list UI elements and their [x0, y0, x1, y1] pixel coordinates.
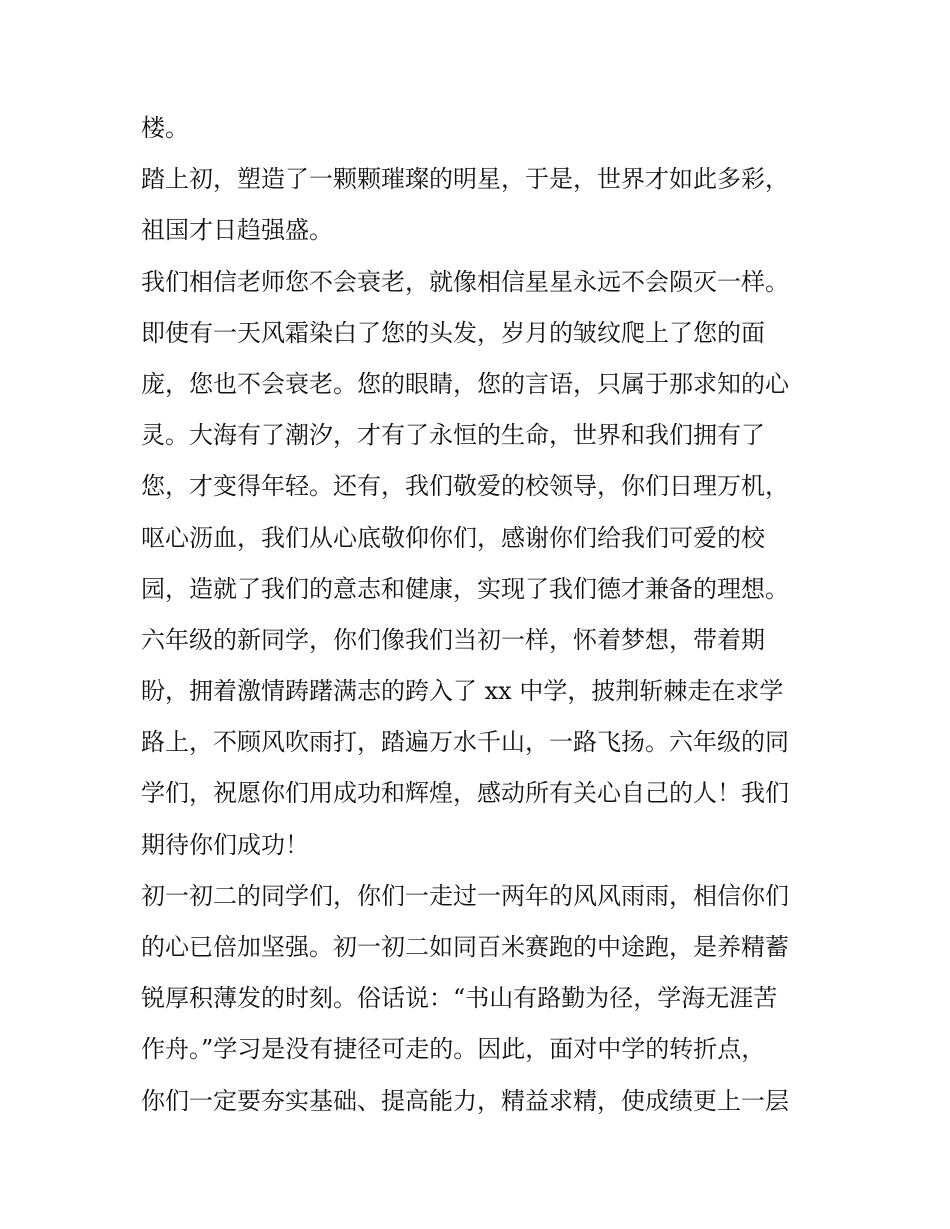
- text-line: 我们相信老师您不会衰老，就像相信星星永远不会陨灭一样。: [141, 267, 789, 296]
- body-text: [141, 103, 821, 1127]
- text-line: 锐厚积薄发的时刻。俗话说：“书山有路勤为径，学海无涯苦: [141, 984, 778, 1013]
- text-line: 学们，祝愿你们用成功和辉煌，感动所有关心自己的人！我们: [141, 779, 789, 808]
- text-line: 的心已倍加坚强。初一初二如同百米赛跑的中途跑，是养精蓄: [141, 933, 789, 961]
- text-line: 踏上初，塑造了一颗颗璀璨的明星，于是，世界才如此多彩，: [141, 165, 789, 194]
- text-line: 作舟。”学习是没有捷径可走的。因此，面对中学的转折点，: [141, 1035, 766, 1064]
- text-line: 园，造就了我们的意志和健康，实现了我们德才兼备的理想。: [141, 574, 789, 603]
- text-line: 期待你们成功！: [141, 830, 309, 859]
- text-line: 灵。大海有了潮汐，才有了永恒的生命，世界和我们拥有了: [141, 421, 765, 450]
- text-line: 路上，不顾风吹雨打，踏遍万水千山，一路飞扬。六年级的同: [141, 728, 789, 757]
- text-line: 祖国才日趋强盛。: [141, 216, 333, 245]
- text-line: 庞，您也不会衰老。您的眼睛，您的言语，只属于那求知的心: [141, 369, 789, 398]
- text-line: 盼，拥着激情踌躇满志的跨入了 xx 中学，披荆斩棘走在求学: [141, 677, 784, 706]
- text-line: 您，才变得年轻。还有，我们敬爱的校领导，你们日理万机，: [141, 472, 789, 501]
- text-line: 六年级的新同学，你们像我们当初一样，怀着梦想，带着期: [141, 625, 765, 654]
- text-line: 初一初二的同学们，你们一走过一两年的风风雨雨，相信你们: [141, 881, 789, 910]
- text-line: 你们一定要夯实基础、提高能力，精益求精，使成绩更上一层: [141, 1086, 789, 1115]
- text-line: 楼。: [141, 114, 189, 142]
- text-line: 呕心沥血，我们从心底敬仰你们，感谢你们给我们可爱的校: [141, 523, 765, 552]
- text-line: 即使有一天风霜染白了您的头发，岁月的皱纹爬上了您的面: [141, 318, 765, 347]
